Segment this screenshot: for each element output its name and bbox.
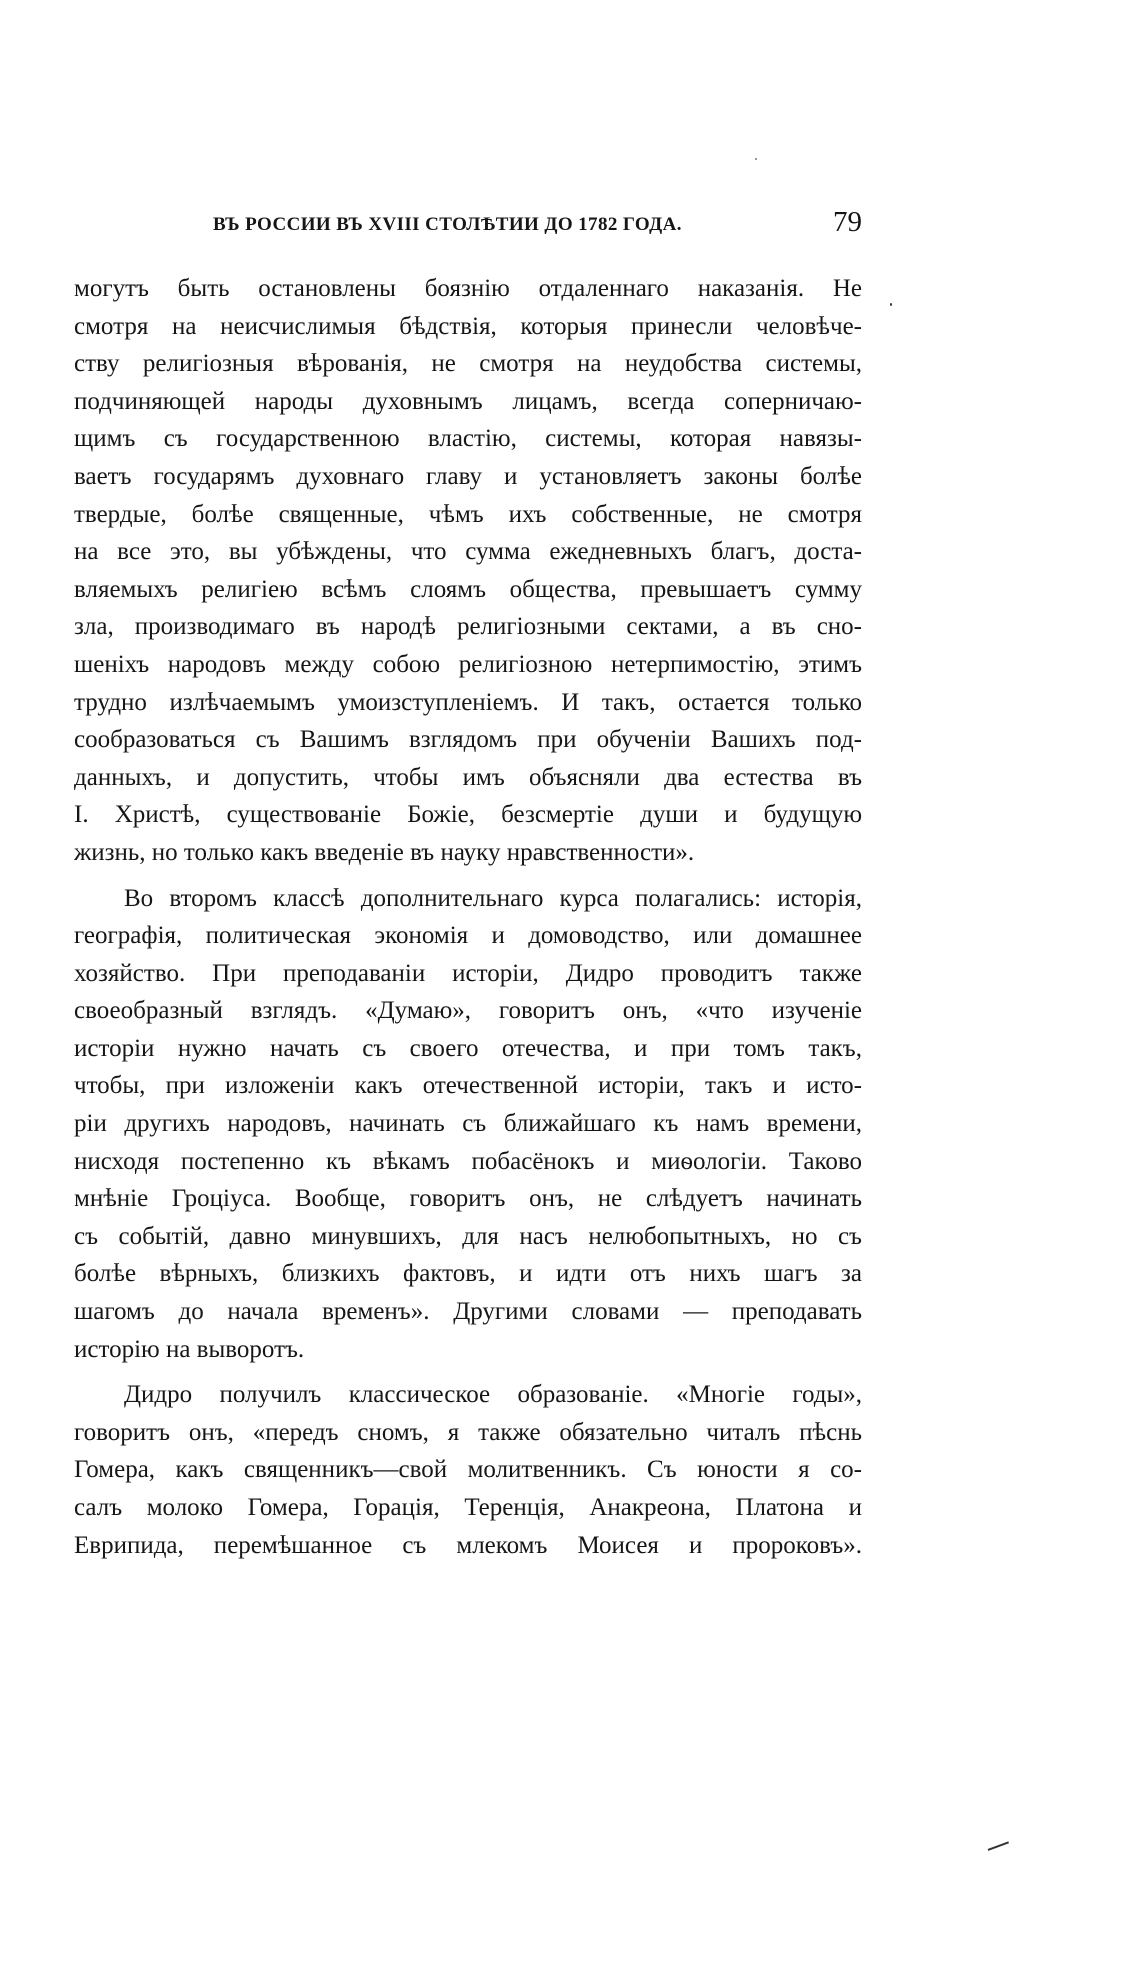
paragraph-gap [74,1368,862,1376]
text-line: своеобразный взглядъ. «Думаю», говоритъ онъ, «что изученіе [74,997,862,1025]
running-title: ВЪ РОССИИ ВЪ XVIII СТОЛѢТИИ ДО 1782 ГОДА. [213,214,682,235]
text-line: подчиняющей народы духовнымъ лицамъ, всегда соперничаю- [74,387,862,415]
text-line: зла, производимаго въ народѣ религіозными сектами, а въ сно- [74,613,862,641]
text-line: чтобы, при изложеніи какъ отечественной исторіи, такъ и исто- [74,1072,862,1100]
text-line: хозяйство. При преподаваніи исторіи, Дидро проводитъ также [74,959,862,987]
text-line: шагомъ до начала временъ». Другими словами — преподавать [74,1298,862,1326]
text-line: ріи другихъ народовъ, начинать съ ближайшаго къ намъ времени, [74,1110,862,1138]
text-line: исторіи нужно начать съ своего отечества, и при томъ такъ, [74,1034,862,1062]
text-line: щимъ съ государственною властію, системы, которая навязы- [74,425,862,453]
paragraph-3 [74,1376,862,1564]
body-text [74,270,862,1564]
text-line: говоритъ онъ, «передъ сномъ, я также обязательно читалъ пѣснь [74,1418,862,1446]
text-line: сообразоваться съ Вашимъ взглядомъ при обученіи Вашихъ под- [74,726,862,754]
text-line: на все это, вы убѣждены, что сумма ежедневныхъ благъ, доста- [74,538,862,566]
text-line: салъ молоко Гомера, Горація, Теренція, Анакреона, Платона и [74,1494,862,1521]
text-line: могутъ быть остановлены боязнію отдаленнаго наказанія. Не [74,275,862,302]
ink-speck [755,158,757,160]
text-line: І. Христѣ, существованіе Божіе, безсмертіе души и будущую [74,801,862,829]
text-line: жизнь, но только какъ введеніе въ науку нравственности». [74,838,695,866]
text-line: географія, политическая экономія и домоводство, или домашнее [74,922,862,950]
text-line: ваетъ государямъ духовнаго главу и установляетъ законы болѣе [74,462,862,490]
text-line: Еврипида, перемѣшанное съ млекомъ Моисея и пророковъ». [74,1531,862,1559]
text-line: данныхъ, и допустить, чтобы имъ объясняли два естества въ [74,763,862,791]
text-line: шеніхъ народовъ между собою религіозною нетерпимостію, этимъ [74,650,862,678]
paragraph-2 [74,880,862,1369]
text-line: съ событій, давно минувшихъ, для насъ нелюбопытныхъ, но съ [74,1222,862,1250]
paragraph-gap [74,872,862,880]
text-line: трудно излѣчаемымъ умоизступленіемъ. И такъ, остается только [74,688,862,716]
text-line: ству религіозныя вѣрованія, не смотря на неудобства системы, [74,350,862,378]
running-head [74,206,862,246]
text-line: Дидро получилъ классическое образованіе. «Многіе годы», [124,1381,862,1409]
text-line: мнѣніе Гроціуса. Вообще, говоритъ онъ, не слѣдуетъ начинать [74,1185,862,1213]
pencil-mark [988,1841,1011,1854]
text-line: нисходя постепенно къ вѣкамъ побасёнокъ и миѳологіи. Таково [74,1147,862,1175]
text-line: Гомера, какъ священникъ—свой молитвенникъ. Съ юности я со- [74,1456,862,1484]
text-line: вляемыхъ религіею всѣмъ слоямъ общества, превышаетъ сумму [74,575,862,603]
page-number: 79 [833,206,862,238]
ink-speck [890,303,892,306]
text-line: исторію на выворотъ. [74,1335,305,1363]
text-line: твердые, болѣе священные, чѣмъ ихъ собственные, не смотря [74,500,862,528]
text-line: Во второмъ классѣ дополнительнаго курса полагались: исторія, [124,884,862,912]
text-line: смотря на неисчислимыя бѣдствія, которыя принесли человѣче- [74,312,862,340]
text-line: болѣе вѣрныхъ, близкихъ фактовъ, и идти отъ нихъ шагъ за [74,1260,862,1288]
paragraph-1 [74,270,862,872]
